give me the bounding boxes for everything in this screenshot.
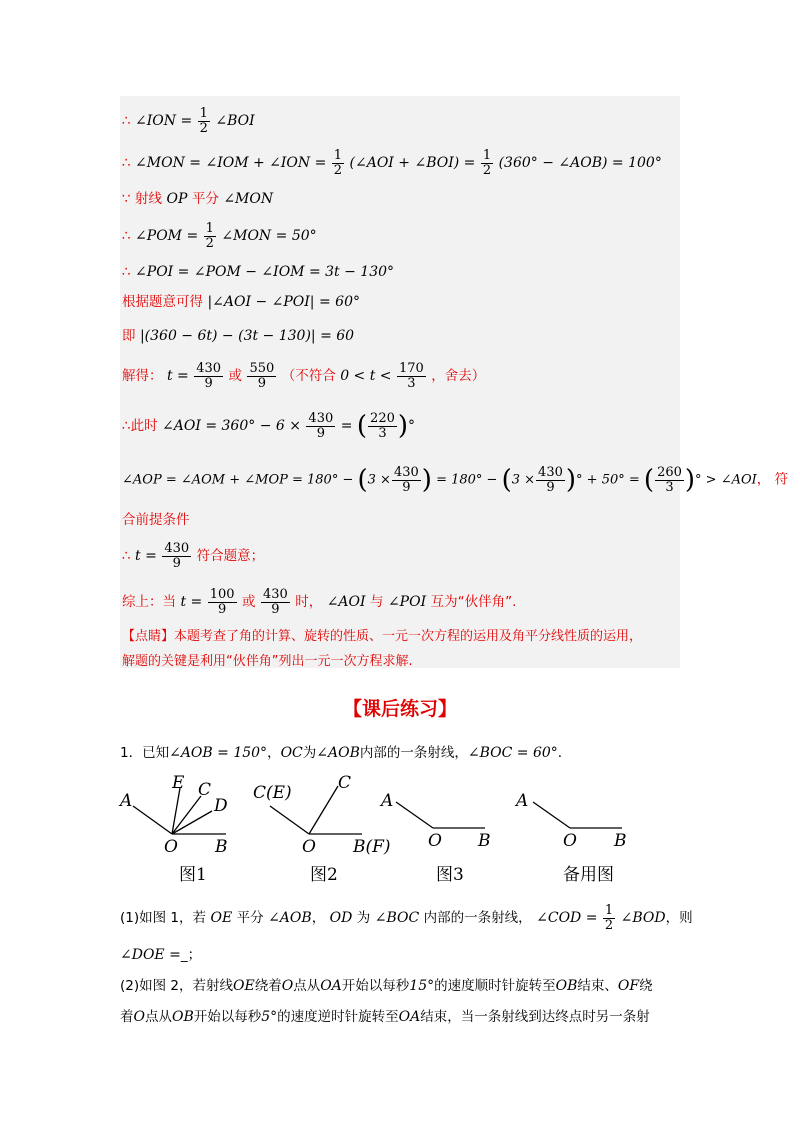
- comment-line-2: 解题的关键是利用“伙伴角”列出一元一次方程求解.: [122, 654, 413, 669]
- therefore-symbol: ∴: [122, 264, 131, 280]
- text: （不符合: [281, 368, 336, 385]
- solution-line-3: [122, 192, 273, 207]
- math-expr: t =: [135, 548, 157, 565]
- point-label: A: [381, 791, 394, 811]
- math-expr: ∠BOC: [374, 910, 420, 927]
- math-expr: OB: [171, 1009, 194, 1025]
- text: 射线: [135, 191, 163, 207]
- solution-line-13: [122, 588, 516, 616]
- math-expr: ∠POI = ∠POM − ∠IOM = 3t − 130°: [135, 264, 395, 280]
- ray-od: [172, 811, 212, 834]
- text: ，则: [665, 910, 693, 927]
- fraction: $\frac{1}{2}$: [333, 148, 343, 178]
- text: 平分: [236, 910, 264, 927]
- solution-line-11: [122, 513, 190, 528]
- therefore-symbol: ∴: [122, 418, 131, 435]
- text: (2)如图 2，若射线: [120, 978, 234, 994]
- section-heading: 【课后练习】: [342, 698, 457, 720]
- text: 根据题意可得: [122, 294, 203, 310]
- point-label: B(F): [353, 837, 391, 857]
- fraction: $\frac{550}{9}$: [249, 361, 275, 391]
- math-expr: OB: [555, 978, 578, 994]
- fraction: $\frac{430}{9}$: [393, 465, 419, 495]
- math-expr: 5°: [261, 1009, 278, 1025]
- math-expr: OA: [398, 1009, 421, 1025]
- math-expr: 3 ×: [511, 472, 536, 488]
- math-expr: OD: [329, 910, 353, 927]
- text: 综上：当: [122, 594, 176, 611]
- math-expr: ∠MON = ∠IOM + ∠ION =: [135, 155, 327, 172]
- solution-line-1: [122, 107, 255, 135]
- text: 的速度顺时针旋转至: [434, 978, 556, 994]
- point-label: B: [215, 837, 228, 857]
- question-1: [120, 741, 562, 761]
- ray-oa: [533, 802, 570, 828]
- ray-oa: [396, 802, 433, 828]
- math-expr: |(360 − 6t) − (3t − 130)| = 60: [139, 328, 355, 344]
- solution-line-2: [122, 149, 662, 177]
- text: ，舍去）: [431, 368, 486, 385]
- math-expr: ° + 50° =: [576, 472, 640, 488]
- therefore-symbol: ∴: [122, 548, 131, 565]
- math-expr: ∠BOI: [215, 113, 255, 130]
- text: 结束，当一条射线到达终点时另一条射: [420, 1009, 650, 1025]
- math-expr: ∠COD =: [536, 910, 598, 927]
- ray-oc: [309, 786, 338, 834]
- fraction: $\frac{1}{2}$: [199, 106, 208, 136]
- math-expr: ∠POM =: [135, 228, 199, 245]
- math-expr: ∠BOD: [620, 910, 666, 927]
- fraction: $\frac{430}{9}$: [538, 465, 563, 495]
- text: 绕着: [254, 978, 282, 994]
- solution-line-10: ∠AOP = ∠AOM + ∠MOP = 180° − (3 × $\frac{430}{9}$ ) = 180° − (3 × $\frac{430}{9}$ )° + 50° = ( $\frac{260}{3}$ )° > ∠AOI， 符: [122, 465, 789, 496]
- math-expr: t =: [180, 594, 203, 611]
- math-expr: 0 < t <: [340, 368, 392, 385]
- text: 为: [302, 745, 317, 761]
- math-expr: O: [133, 1009, 145, 1025]
- text: 解得：: [122, 368, 163, 385]
- point-label: A: [120, 791, 133, 811]
- fraction: $\frac{1}{2}$: [482, 148, 492, 178]
- fraction: $\frac{430}{9}$: [308, 411, 334, 441]
- text: 点从: [144, 1009, 172, 1025]
- math-expr: OA: [320, 978, 342, 994]
- fraction: $\frac{100}{9}$: [209, 587, 235, 617]
- text: ， 符: [756, 471, 789, 488]
- text: 开始以每秒: [341, 978, 410, 994]
- math-expr: ∠MON = 50°: [221, 228, 317, 245]
- text: 互为“伙伴角”.: [430, 594, 517, 611]
- fraction: $\frac{1}{2}$: [205, 221, 214, 251]
- math-expr: ° > ∠AOI: [695, 472, 757, 488]
- text: 或: [228, 368, 242, 385]
- math-expr: (360° − ∠AOB) = 100°: [498, 155, 662, 172]
- figure-caption: 备用图: [563, 865, 614, 885]
- answer-blank[interactable]: _；: [180, 947, 202, 963]
- text: 着: [120, 1009, 134, 1025]
- therefore-symbol: ∴: [122, 155, 131, 172]
- point-label: B: [478, 831, 491, 851]
- text: 平分: [191, 191, 219, 207]
- solution-line-5: [122, 265, 394, 280]
- math-expr: ∠MON: [223, 191, 274, 207]
- math-expr: OP: [166, 191, 188, 207]
- solution-line-9: ∴此时 ∠AOI = 360° − 6 × $\frac{430}{9}$ = ( $\frac{220}{3}$ )°: [122, 411, 416, 442]
- solution-line-4: [122, 222, 317, 250]
- text: 点从: [293, 978, 321, 994]
- text: 内部的一条射线，: [359, 745, 468, 761]
- point-label: B: [614, 831, 627, 851]
- ray-oe: [172, 788, 180, 834]
- because-symbol: ∵: [122, 191, 131, 207]
- ray-oc: [172, 796, 201, 834]
- math-expr: O: [281, 978, 294, 994]
- point-label: O: [164, 837, 178, 857]
- point-label: E: [172, 773, 185, 793]
- math-expr: = 180° −: [436, 472, 498, 488]
- solution-line-12: [122, 542, 264, 570]
- text: (1)如图 1，若: [120, 910, 207, 927]
- text: 与: [370, 594, 384, 611]
- figure-caption: 图2: [310, 865, 338, 885]
- fraction: $\frac{430}{9}$: [262, 587, 288, 617]
- math-expr: 3 ×: [367, 472, 391, 488]
- math-expr: ∠AOP = ∠AOM + ∠MOP = 180° −: [122, 472, 354, 488]
- point-label: D: [214, 796, 228, 816]
- text: 为: [356, 910, 371, 927]
- math-expr: ∠AOI: [326, 594, 366, 611]
- figure-caption: 图3: [436, 865, 464, 885]
- math-expr: ∠DOE =: [120, 947, 181, 963]
- fraction: $\frac{170}{3}$: [399, 361, 424, 391]
- therefore-symbol: ∴: [122, 228, 131, 245]
- math-expr: ∠POI: [387, 594, 427, 611]
- ray-oa: [270, 806, 309, 834]
- math-expr: =: [340, 418, 353, 435]
- text: 1．已知: [120, 745, 170, 761]
- text: 内部的一条射线，: [423, 910, 532, 927]
- text: 即: [122, 328, 136, 344]
- math-expr: OE: [233, 978, 255, 994]
- text: 开始以每秒: [193, 1009, 262, 1025]
- text: 结束、: [577, 978, 618, 994]
- point-label: C(E): [253, 783, 292, 803]
- text: 时，: [295, 594, 323, 611]
- text: 合前提条件: [122, 512, 190, 528]
- point-label: O: [563, 831, 577, 851]
- part-2-line-1: [120, 974, 653, 994]
- comment-line-1: 【点睛】本题考查了角的计算、旋转的性质、一元一次方程的运用及角平分线性质的运用，: [122, 629, 643, 644]
- fraction: $\frac{1}{2}$: [604, 903, 614, 933]
- therefore-symbol: ∴: [122, 113, 131, 130]
- fraction: $\frac{430}{9}$: [164, 541, 190, 571]
- figures-svg: [0, 768, 800, 888]
- solution-line-8: [122, 362, 485, 390]
- math-expr: OF: [617, 978, 640, 994]
- math-expr: |∠AOI − ∠POI| = 60°: [207, 294, 360, 310]
- point-label: O: [302, 837, 316, 857]
- fraction: $\frac{220}{3}$: [370, 411, 395, 441]
- math-expr: ∠BOC = 60°: [467, 745, 558, 761]
- math-expr: ∠AOB: [316, 745, 360, 761]
- math-expr: t =: [166, 368, 189, 385]
- fraction: $\frac{260}{3}$: [657, 465, 682, 495]
- ray-oa: [133, 806, 172, 834]
- math-expr: ∠AOB: [268, 910, 312, 927]
- text: ，: [267, 745, 281, 761]
- text: .: [557, 745, 563, 761]
- figure-caption: 图1: [179, 865, 207, 885]
- point-label: A: [516, 791, 529, 811]
- math-expr: ∠AOB = 150°: [169, 745, 268, 761]
- point-label: C: [338, 773, 352, 793]
- point-label: O: [428, 831, 442, 851]
- math-expr: OE: [210, 910, 233, 927]
- fraction: $\frac{430}{9}$: [196, 361, 222, 391]
- text: 绕: [639, 978, 653, 994]
- part-1: [120, 904, 693, 932]
- math-expr: OC: [280, 745, 303, 761]
- text: 此时: [130, 418, 158, 435]
- math-expr: ∠ION =: [135, 113, 193, 130]
- text: ，: [311, 910, 326, 927]
- text: 或: [242, 594, 256, 611]
- math-expr: ∠AOI = 360° − 6 ×: [162, 418, 301, 435]
- math-expr: °: [408, 418, 416, 435]
- solution-line-7: [122, 329, 354, 344]
- part-1-answer: [120, 943, 201, 963]
- text: 的速度逆时针旋转至: [277, 1009, 399, 1025]
- text: 符合题意；: [196, 548, 265, 565]
- math-expr: (∠AOI + ∠BOI) =: [349, 155, 476, 172]
- math-expr: 15°: [409, 978, 435, 994]
- solution-line-6: [122, 295, 360, 310]
- part-2-line-2: [120, 1005, 650, 1025]
- point-label: C: [198, 780, 212, 800]
